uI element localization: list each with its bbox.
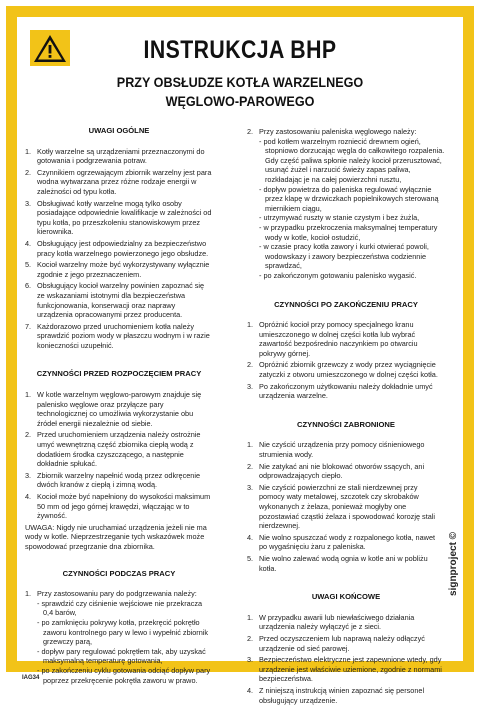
list-item: 2. Czynnikiem ogrzewającym zbiornik warzelny jest para wodna wytwarzana przez różne rodzaje energii w zależności od typu kotła. (25, 167, 212, 196)
list-item: 1. W kotle warzelnym węglowo-parowym znajduje się palenisko węglowe oraz przyłącze pary technologicznej co umożliwia wykorzystanie obu źródeł energii niezależnie od siebie. (25, 390, 202, 428)
sub-list (259, 137, 445, 281)
list-item: 2. Nie zatykać ani nie blokować otworów ssących, ani odprowadzających ciepło. (247, 461, 425, 481)
section-heading-before-work: CZYNNOŚCI PRZED ROZPOCZĘCIEM PRACY (36, 369, 202, 379)
section-heading-during-work: CZYNNOŚCI PODCZAS PRACY (62, 568, 176, 578)
list-item: 3. Zbiornik warzelny napełnić wodą przez odkręcenie dwóch kranów z ciepłą i zimną wodą. (25, 470, 201, 490)
sub-item: - po zakończonym gotowaniu palenisko wygasić. (259, 270, 417, 280)
section-heading-after-work: CZYNNOŚCI PO ZAKOŃCZENIU PRACY (274, 299, 418, 309)
warning-triangle-icon (30, 30, 70, 66)
list-item: 3. Po zakończonym użytkowaniu należy dokładnie umyć urządzenia warzelne. (247, 381, 433, 401)
list-item: 4. Z niniejszą instrukcją winien zapoznać się personel obsługujący urządzenie. (247, 685, 425, 705)
list-before-work (25, 390, 213, 521)
sub-item: - utrzymywać ruszty w stanie czystym i bez żużla, (259, 213, 420, 223)
list-item: 5. Nie wolno zalewać wodą ognia w kotle ani w pobliżu kotła. (247, 553, 428, 573)
list-during-work-continued (247, 127, 445, 281)
list-item: 2. Przed oczyszczeniem lub naprawą należy odłączyć urządzenie od sieć parowej. (247, 633, 425, 653)
list-item: 4. Nie wolno spuszczać wody z rozpalonego kotła, nawet po wygaśnięciu żaru z paleniska. (247, 532, 436, 552)
sub-item: - pod kotłem warzelnym rozniecić drewnem ogień, stopniowo dorzucając węgla do całkowitego rozpalenia. Gdy część paliwa spłonie należy kocioł przerusztować, usunąć żużel i narzucić świeży zapas paliwa, rozkładając je na całej powierzchni rusztu, (259, 136, 445, 184)
list-item: 2. Przy zastosowaniu paleniska węglowego należy: - pod kotłem warzelnym rozniecić drewnem ogień, stopniowo dorzucając węgla do całkowitego rozpalenia. Gdy część paliwa spłonie należy kocioł przerusztować, usunąć żużel i narzucić świeży zapas paliwa, rozkładając je na całej powierzchni rusztu, - dopływ powietrza do paleniska regulować wyłącznie przez klapę w drzwiczkach popielnikowych sterowaną miernikiem ciągu, - utrzymywać ruszty w stanie czystym i bez żużla, - w przypadku przekroczenia maksymalnej temperatury wody w kotle, kocioł ostudzić, - w czasie pracy kotła zawory i kurki otwierać powoli, wodowskazy i zawory bezpieczeństwa codziennie sprawdzać, - po zakończonym gotowaniu palenisko wygasić. (247, 127, 445, 280)
page-title: INSTRUKCJA BHP (143, 36, 337, 64)
sub-item: - w czasie pracy kotła zawory i kurki otwierać powoli, wodowskazy i zawory bezpieczeństwa codziennie sprawdzać, (259, 242, 429, 271)
list-item: 3. Bezpieczeństwo elektryczne jest zapewnione wtedy, gdy urządzenie jest właściwie uziemione, zgodnie z normami bezpieczeństwa. (247, 655, 442, 684)
section-heading-general: UWAGI OGÓLNE (88, 126, 150, 135)
list-item: 3. Obsługiwać kotły warzelne mogą tylko osoby posiadające odpowiednie kwalifikacje w zależności od typu kotła, po przeszkoleniu stanowiskowym przez kierownika. (25, 198, 212, 237)
section-heading-final-notes: UWAGI KOŃCOWE (311, 592, 381, 602)
sub-item: - po zakończeniu cyklu gotowania odciąć dopływ pary poprzez przekręcenie pokrętła zaworu w prawo. (37, 665, 211, 685)
list-item: 1. Przy zastosowaniu pary do podgrzewania należy: - sprawdzić czy ciśnienie wejściowe nie przekracza 0,4 barów, - po zamknięciu pokrywy kotła, przekręcić pokrętło zaworu kontrolnego pary w lewo i wypełnić zbiornik grzewczy parą, - dopływ pary regulować pokrętłem tak, aby uzyskać maksymalną temperaturę gotowania, - po zakończeniu cyklu gotowania odciąć dopływ pary poprzez przekręcenie pokrętła zaworu w prawo. (25, 589, 213, 685)
list-item: 4. Obsługujący jest odpowiedzialny za bezpieczeństwo pracy kotła warzelnego powierzonego jego obsłudze. (25, 238, 209, 258)
list-item: 5. Kocioł warzelny może być wykorzystywany wyłącznie zgodnie z jego przeznaczeniem. (25, 260, 210, 279)
warning-note: UWAGA: Nigdy nie uruchamiać urządzenia jeżeli nie ma wody w kotle. Nieprzestrzeganie tych wskazówek może spowodować przegrzanie dna zbiornika. (25, 522, 207, 551)
list-final-notes (247, 613, 445, 705)
sub-item: - dopływ powietrza do paleniska regulować wyłącznie przez klapę w drzwiczkach popielnikowych sterowaną miernikiem ciągu, (259, 184, 439, 213)
subtitle-line-1: PRZY OBSŁUDZE KOTŁA WARZELNEGO (116, 74, 364, 90)
list-item: 4. Kocioł może być napełniony do wysokości maksimum 50 mm od jego górnej krawędzi, włączając w to żywność. (25, 492, 211, 521)
sub-item: - w przypadku przekroczenia maksymalnej temperatury wody w kotle, kocioł ostudzić, (259, 222, 438, 242)
list-item: 7. Każdorazowo przed uruchomieniem kotła należy sprawdzić poziom wody w płaszczu wodnym i w razie konieczności uzupełnić. (25, 321, 210, 350)
list-item: 1. Nie czyścić urządzenia przy pomocy ciśnieniowego strumienia wody. (247, 440, 425, 460)
brand-mark: signproject © (448, 531, 459, 596)
list-prohibited (247, 440, 445, 573)
sub-item: - sprawdzić czy ciśnienie wejściowe nie przekracza 0,4 barów, (37, 598, 203, 618)
list-item: 2. Opróżnić zbiornik grzewczy z wody przez wyciągnięcie zatyczki z otworu umieszczonego w dolnej części kotła. (247, 360, 438, 380)
left-column (25, 126, 213, 687)
sign-code: IAG34 (22, 675, 40, 681)
sub-item: - po zamknięciu pokrywy kotła, przekręcić pokrętło zaworu kontrolnego pary w lewo i wypełnić zbiornik grzewczy parą, (37, 617, 209, 647)
list-after-work (247, 320, 445, 401)
page-subtitle (96, 73, 384, 111)
sub-item: - dopływ pary regulować pokrętłem tak, aby uzyskać maksymalną temperaturę gotowania, (37, 646, 206, 666)
list-general (25, 147, 213, 351)
list-item: 3. Nie czyścić powierzchni ze stali nierdzewnej przy pomocy waty metalowej, szczotek czy skrobaków wykonanych z żelaza, ponieważ mogłyby one pozostawiać cząstki żelaza i spowodować korozję stali nierdzewnej. (247, 482, 436, 531)
list-item: 2. Przed uruchomieniem urządzenia należy ostrożnie umyć wewnętrzną część zbiornika ciepłą wodą z dodatkiem środka czyszczącego, a następnie dokładnie spłukać. (25, 430, 201, 469)
list-item: 1. W przypadku awarii lub niewłaściwego działania urządzenia należy wyłączyć je z sieci. (247, 612, 415, 632)
subtitle-line-2: WĘGLOWO-PAROWEGO (165, 93, 315, 109)
list-item: 1. Kotły warzelne są urządzeniami przeznaczonymi do gotowania i podgrzewania potraw. (25, 146, 205, 166)
sub-list (37, 599, 213, 685)
list-during-work (25, 589, 213, 685)
right-column (247, 127, 445, 707)
section-heading-prohibited: CZYNNOŚCI ZABRONIONE (297, 419, 395, 429)
list-item: 6. Obsługujący kocioł warzelny powinien zapoznać się ze wskazaniami istotnymi dla bezpieczeństwa funkcjonowania, konserwacji oraz naprawy urządzenia opracowanymi przez producenta. (25, 281, 205, 320)
list-item: 1. Opróżnić kocioł przy pomocy specjalnego kranu umieszczonego w dolnej części kotła lub wybrać zawartość bezpośrednio naczynkiem po otwarciu pokrywy górnej. (247, 320, 418, 358)
